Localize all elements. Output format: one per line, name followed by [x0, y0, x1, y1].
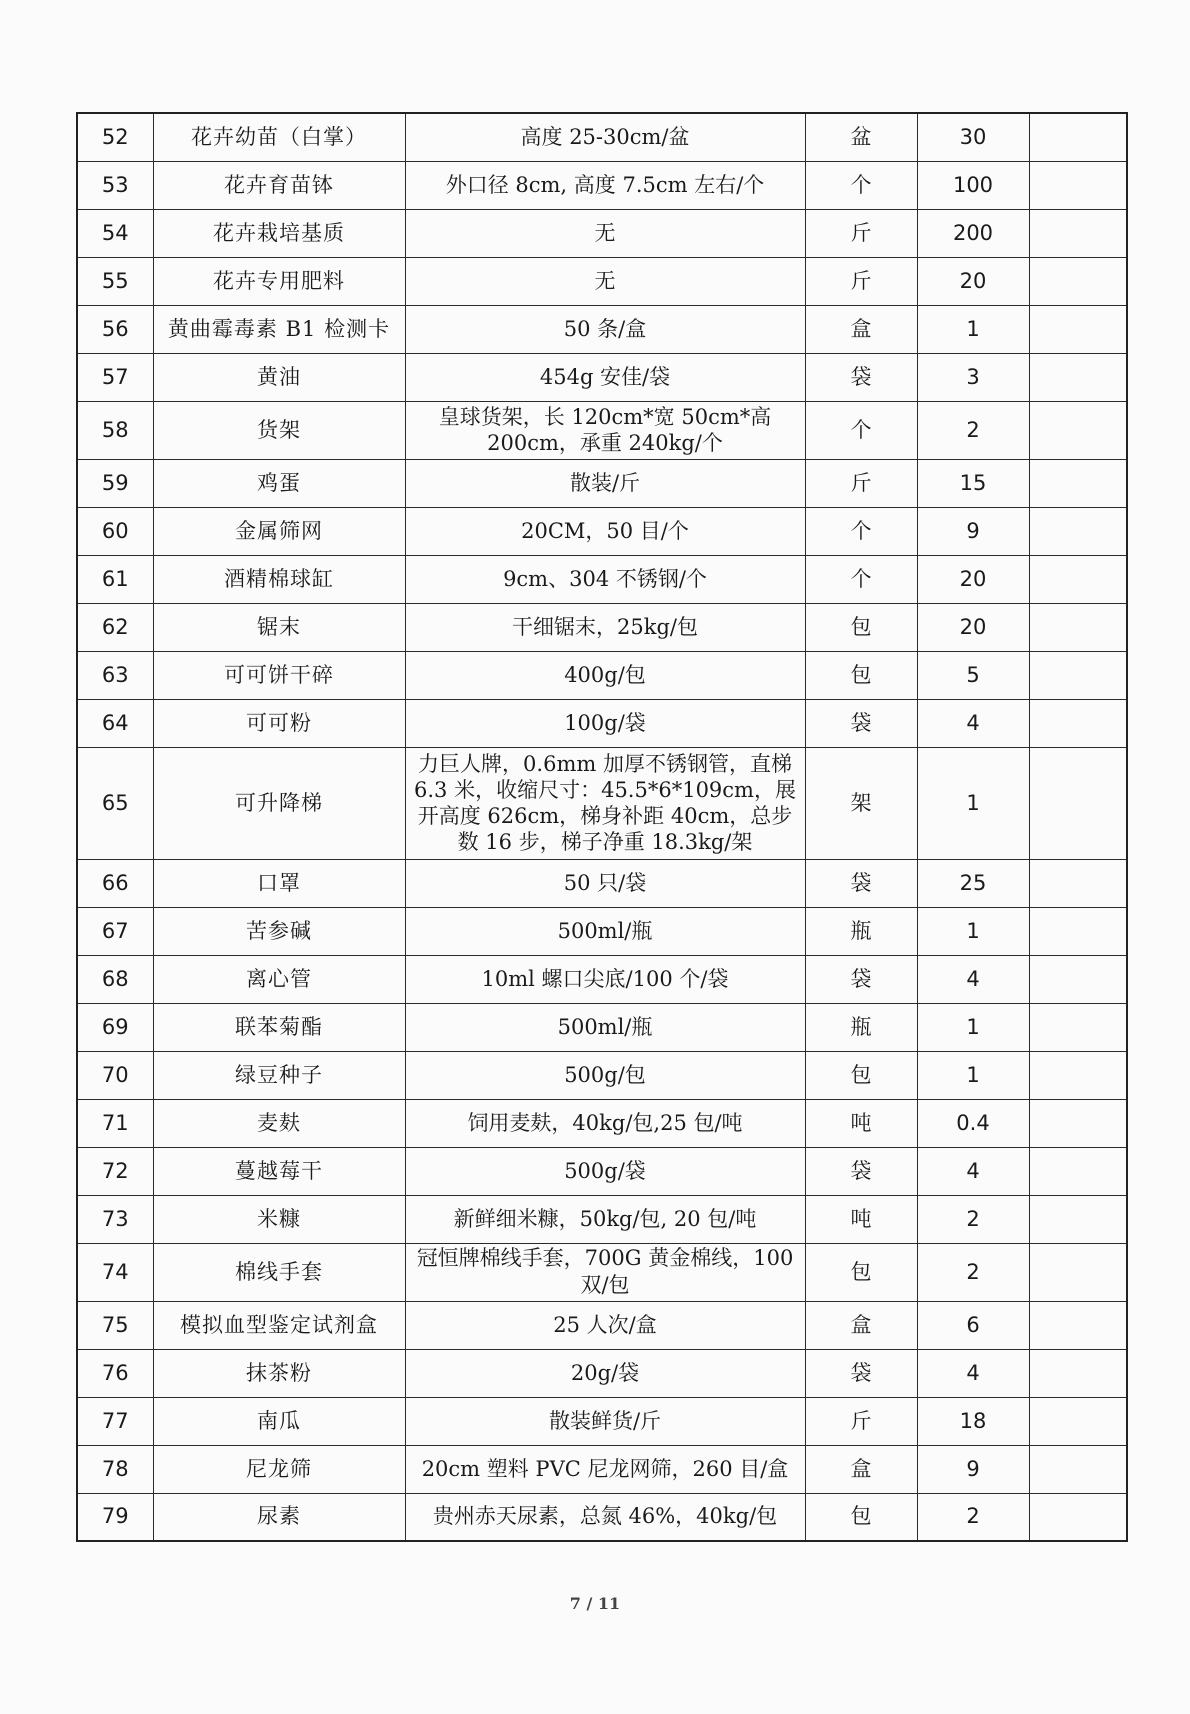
item-number: 73: [77, 1195, 153, 1243]
table-row: [77, 257, 1127, 305]
item-quantity: 25: [917, 859, 1029, 907]
item-unit: 盒: [805, 1301, 917, 1349]
item-name: 酒精棉球缸: [153, 555, 405, 603]
item-remark: [1029, 699, 1127, 747]
item-remark: [1029, 507, 1127, 555]
item-spec: 高度 25-30cm/盆: [405, 113, 805, 161]
item-spec: 力巨人牌，0.6mm 加厚不锈钢管，直梯 6.3 米，收缩尺寸：45.5*6*109cm，展开高度 626cm，梯身补距 40cm，总步数 16 步，梯子净重 18.3kg/架: [405, 747, 805, 859]
item-unit: 盆: [805, 113, 917, 161]
item-remark: [1029, 209, 1127, 257]
item-remark: [1029, 907, 1127, 955]
item-remark: [1029, 859, 1127, 907]
item-name: 尼龙筛: [153, 1445, 405, 1493]
item-number: 71: [77, 1099, 153, 1147]
item-spec: 饲用麦麸，40kg/包,25 包/吨: [405, 1099, 805, 1147]
item-spec: 454g 安佳/袋: [405, 353, 805, 401]
item-name: 货架: [153, 401, 405, 459]
item-name: 可可粉: [153, 699, 405, 747]
item-remark: [1029, 353, 1127, 401]
item-remark: [1029, 1195, 1127, 1243]
item-quantity: 1: [917, 907, 1029, 955]
item-name: 鸡蛋: [153, 459, 405, 507]
item-spec: 无: [405, 209, 805, 257]
item-quantity: 4: [917, 1349, 1029, 1397]
table-row: [77, 1099, 1127, 1147]
item-number: 55: [77, 257, 153, 305]
item-quantity: 15: [917, 459, 1029, 507]
item-quantity: 6: [917, 1301, 1029, 1349]
item-remark: [1029, 161, 1127, 209]
item-unit: 包: [805, 1493, 917, 1541]
item-number: 59: [77, 459, 153, 507]
item-number: 54: [77, 209, 153, 257]
item-spec: 50 只/袋: [405, 859, 805, 907]
item-quantity: 2: [917, 1493, 1029, 1541]
item-spec: 20g/袋: [405, 1349, 805, 1397]
item-spec: 新鲜细米糠，50kg/包, 20 包/吨: [405, 1195, 805, 1243]
item-quantity: 3: [917, 353, 1029, 401]
item-number: 53: [77, 161, 153, 209]
item-unit: 架: [805, 747, 917, 859]
item-unit: 斤: [805, 257, 917, 305]
table-row: [77, 459, 1127, 507]
table-row: [77, 401, 1127, 459]
item-unit: 袋: [805, 1349, 917, 1397]
item-quantity: 1: [917, 747, 1029, 859]
item-unit: 盒: [805, 1445, 917, 1493]
item-name: 蔓越莓干: [153, 1147, 405, 1195]
item-spec: 贵州赤天尿素，总氮 46%，40kg/包: [405, 1493, 805, 1541]
item-quantity: 2: [917, 401, 1029, 459]
table-row: [77, 507, 1127, 555]
item-unit: 个: [805, 161, 917, 209]
item-name: 联苯菊酯: [153, 1003, 405, 1051]
item-quantity: 200: [917, 209, 1029, 257]
item-number: 69: [77, 1003, 153, 1051]
item-spec: 500ml/瓶: [405, 1003, 805, 1051]
item-spec: 散装/斤: [405, 459, 805, 507]
item-spec: 100g/袋: [405, 699, 805, 747]
item-unit: 包: [805, 1051, 917, 1099]
item-name: 南瓜: [153, 1397, 405, 1445]
item-quantity: 1: [917, 1003, 1029, 1051]
table-row: [77, 859, 1127, 907]
item-number: 56: [77, 305, 153, 353]
item-spec: 500ml/瓶: [405, 907, 805, 955]
item-unit: 吨: [805, 1195, 917, 1243]
table-row: [77, 161, 1127, 209]
item-number: 57: [77, 353, 153, 401]
item-spec: 皇球货架，长 120cm*宽 50cm*高 200cm，承重 240kg/个: [405, 401, 805, 459]
item-unit: 瓶: [805, 1003, 917, 1051]
item-quantity: 9: [917, 1445, 1029, 1493]
item-number: 75: [77, 1301, 153, 1349]
item-number: 79: [77, 1493, 153, 1541]
item-quantity: 30: [917, 113, 1029, 161]
item-unit: 袋: [805, 699, 917, 747]
item-number: 65: [77, 747, 153, 859]
item-name: 锯末: [153, 603, 405, 651]
item-remark: [1029, 1397, 1127, 1445]
item-remark: [1029, 257, 1127, 305]
item-unit: 包: [805, 603, 917, 651]
item-unit: 袋: [805, 859, 917, 907]
item-name: 模拟血型鉴定试剂盒: [153, 1301, 405, 1349]
item-number: 58: [77, 401, 153, 459]
table-row: [77, 1493, 1127, 1541]
item-quantity: 100: [917, 161, 1029, 209]
item-number: 61: [77, 555, 153, 603]
item-number: 67: [77, 907, 153, 955]
table-row: [77, 955, 1127, 1003]
item-quantity: 20: [917, 555, 1029, 603]
item-remark: [1029, 401, 1127, 459]
table-row: [77, 1301, 1127, 1349]
item-name: 尿素: [153, 1493, 405, 1541]
item-unit: 袋: [805, 353, 917, 401]
item-name: 离心管: [153, 955, 405, 1003]
table-row: [77, 209, 1127, 257]
item-unit: 吨: [805, 1099, 917, 1147]
item-quantity: 4: [917, 1147, 1029, 1195]
table-row: [77, 747, 1127, 859]
item-number: 70: [77, 1051, 153, 1099]
item-remark: [1029, 1243, 1127, 1301]
item-remark: [1029, 747, 1127, 859]
item-unit: 盒: [805, 305, 917, 353]
item-quantity: 20: [917, 603, 1029, 651]
item-unit: 个: [805, 401, 917, 459]
item-name: 花卉专用肥料: [153, 257, 405, 305]
item-remark: [1029, 1493, 1127, 1541]
table-row: [77, 1195, 1127, 1243]
table-row: [77, 1003, 1127, 1051]
item-name: 麦麸: [153, 1099, 405, 1147]
item-spec: 50 条/盒: [405, 305, 805, 353]
item-number: 52: [77, 113, 153, 161]
item-unit: 斤: [805, 1397, 917, 1445]
item-quantity: 20: [917, 257, 1029, 305]
table-row: [77, 1349, 1127, 1397]
item-number: 64: [77, 699, 153, 747]
table-row: [77, 603, 1127, 651]
item-unit: 袋: [805, 955, 917, 1003]
item-name: 黄油: [153, 353, 405, 401]
item-remark: [1029, 555, 1127, 603]
item-spec: 500g/袋: [405, 1147, 805, 1195]
item-spec: 干细锯末，25kg/包: [405, 603, 805, 651]
item-name: 米糠: [153, 1195, 405, 1243]
item-remark: [1029, 1099, 1127, 1147]
item-remark: [1029, 1349, 1127, 1397]
page-number: 7 / 11: [569, 1594, 621, 1613]
item-quantity: 4: [917, 699, 1029, 747]
table-row: [77, 1397, 1127, 1445]
item-name: 黄曲霉毒素 B1 检测卡: [153, 305, 405, 353]
item-spec: 500g/包: [405, 1051, 805, 1099]
item-remark: [1029, 1147, 1127, 1195]
item-number: 66: [77, 859, 153, 907]
item-quantity: 2: [917, 1243, 1029, 1301]
item-unit: 袋: [805, 1147, 917, 1195]
item-number: 78: [77, 1445, 153, 1493]
item-remark: [1029, 1301, 1127, 1349]
table-row: [77, 113, 1127, 161]
item-number: 77: [77, 1397, 153, 1445]
item-number: 76: [77, 1349, 153, 1397]
item-quantity: 1: [917, 305, 1029, 353]
item-remark: [1029, 1445, 1127, 1493]
item-unit: 包: [805, 1243, 917, 1301]
item-number: 63: [77, 651, 153, 699]
table-row: [77, 907, 1127, 955]
item-number: 62: [77, 603, 153, 651]
item-spec: 冠恒牌棉线手套，700G 黄金棉线，100 双/包: [405, 1243, 805, 1301]
item-remark: [1029, 603, 1127, 651]
item-spec: 400g/包: [405, 651, 805, 699]
item-name: 可可饼干碎: [153, 651, 405, 699]
item-remark: [1029, 113, 1127, 161]
table-row: [77, 1243, 1127, 1301]
item-quantity: 9: [917, 507, 1029, 555]
item-remark: [1029, 651, 1127, 699]
table-row: [77, 651, 1127, 699]
item-unit: 个: [805, 507, 917, 555]
item-unit: 个: [805, 555, 917, 603]
item-spec: 20cm 塑料 PVC 尼龙网筛，260 目/盒: [405, 1445, 805, 1493]
item-quantity: 5: [917, 651, 1029, 699]
table-row: [77, 555, 1127, 603]
item-table-body: [77, 113, 1127, 1541]
item-name: 可升降梯: [153, 747, 405, 859]
item-spec: 20CM，50 目/个: [405, 507, 805, 555]
item-unit: 包: [805, 651, 917, 699]
item-name: 花卉育苗钵: [153, 161, 405, 209]
item-name: 花卉幼苗（白掌）: [153, 113, 405, 161]
item-remark: [1029, 305, 1127, 353]
item-quantity: 4: [917, 955, 1029, 1003]
table-row: [77, 305, 1127, 353]
item-unit: 瓶: [805, 907, 917, 955]
item-name: 花卉栽培基质: [153, 209, 405, 257]
item-unit: 斤: [805, 459, 917, 507]
item-remark: [1029, 459, 1127, 507]
table-row: [77, 1147, 1127, 1195]
item-name: 金属筛网: [153, 507, 405, 555]
item-spec: 10ml 螺口尖底/100 个/袋: [405, 955, 805, 1003]
item-remark: [1029, 1051, 1127, 1099]
item-remark: [1029, 955, 1127, 1003]
item-number: 72: [77, 1147, 153, 1195]
item-number: 74: [77, 1243, 153, 1301]
item-spec: 无: [405, 257, 805, 305]
table-row: [77, 1051, 1127, 1099]
item-table: [76, 112, 1128, 1542]
item-quantity: 1: [917, 1051, 1029, 1099]
item-spec: 9cm、304 不锈钢/个: [405, 555, 805, 603]
item-spec: 25 人次/盒: [405, 1301, 805, 1349]
item-name: 苦参碱: [153, 907, 405, 955]
item-remark: [1029, 1003, 1127, 1051]
table-row: [77, 1445, 1127, 1493]
item-number: 60: [77, 507, 153, 555]
item-quantity: 18: [917, 1397, 1029, 1445]
item-spec: 散装鲜货/斤: [405, 1397, 805, 1445]
item-spec: 外口径 8cm, 高度 7.5cm 左右/个: [405, 161, 805, 209]
table-row: [77, 353, 1127, 401]
item-quantity: 2: [917, 1195, 1029, 1243]
item-unit: 斤: [805, 209, 917, 257]
table-row: [77, 699, 1127, 747]
item-name: 棉线手套: [153, 1243, 405, 1301]
item-name: 口罩: [153, 859, 405, 907]
item-name: 抹茶粉: [153, 1349, 405, 1397]
item-number: 68: [77, 955, 153, 1003]
item-quantity: 0.4: [917, 1099, 1029, 1147]
item-name: 绿豆种子: [153, 1051, 405, 1099]
